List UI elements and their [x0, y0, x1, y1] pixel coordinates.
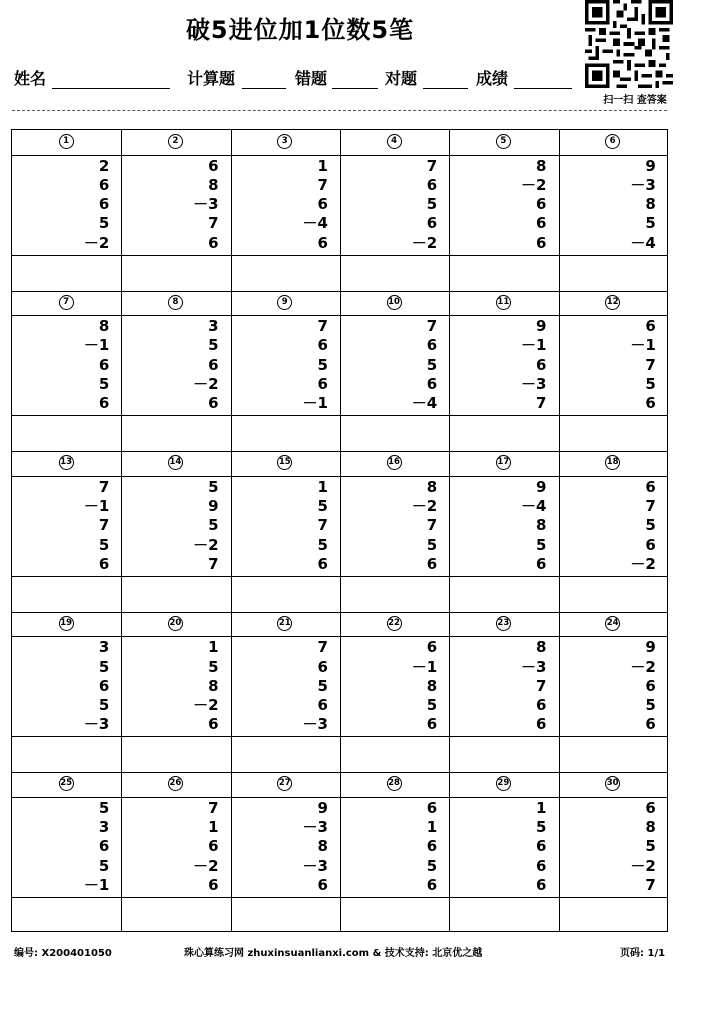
problem-number-row: 6: [317, 195, 328, 214]
problem-grid: [11, 129, 668, 932]
problem-numbers: [563, 478, 656, 574]
problem-number-row: 6: [426, 336, 438, 355]
problem-numbers: [16, 157, 109, 253]
grid-row-divider: [12, 797, 667, 798]
answer-cell[interactable]: [340, 415, 449, 451]
problem-number-row: 8: [536, 156, 547, 175]
problem-number-badge: 21: [277, 616, 292, 631]
problem-number-row: －2: [193, 856, 219, 875]
problem-number-row: 5: [645, 374, 656, 393]
problem-numbers: [344, 638, 437, 734]
problem-number-row: 5: [98, 798, 110, 817]
problem-numbers: [235, 157, 328, 253]
problem-number-row: 5: [98, 657, 110, 676]
problem-number-row: 5: [536, 818, 547, 837]
problem-number-row: －3: [521, 374, 547, 393]
problem-number-row: 6: [208, 876, 219, 895]
problem-number-row: －3: [83, 715, 110, 734]
problem-number-row: 5: [98, 374, 110, 393]
problem-number-badge: 20: [168, 616, 183, 631]
problem-number-row: 5: [98, 214, 110, 233]
problem-number-row: 7: [645, 355, 656, 374]
problem-number-row: －2: [411, 496, 438, 515]
problem-number-row: 9: [208, 496, 219, 515]
problem-number-row: 5: [426, 856, 438, 875]
problem-number-row: 8: [645, 818, 656, 837]
problem-numbers: [125, 157, 218, 253]
problem-number-row: 6: [208, 394, 219, 413]
problem-number-row: 5: [98, 856, 110, 875]
problem-number-row: 6: [317, 876, 328, 895]
problem-number-row: 6: [98, 837, 110, 856]
problem-number-row: 7: [98, 516, 110, 535]
problem-number-row: 5: [208, 477, 219, 496]
grid-column-divider: [231, 130, 232, 931]
answer-cell[interactable]: [231, 897, 340, 933]
problem-number-badge: 16: [387, 455, 402, 470]
right-field[interactable]: [423, 88, 468, 89]
answer-cell[interactable]: [559, 255, 668, 291]
problem-number-row: 8: [208, 175, 219, 194]
problem-number-badge: 24: [605, 616, 620, 631]
problem-number-badge: 22: [387, 616, 402, 631]
worksheet-title: 破5进位加1位数5笔: [185, 16, 415, 44]
problem-number-row: 5: [317, 355, 328, 374]
problem-number-row: 6: [98, 355, 110, 374]
problem-number-row: 5: [98, 696, 110, 715]
answer-cell[interactable]: [449, 576, 558, 612]
problem-number-row: 6: [536, 233, 547, 252]
answer-cell[interactable]: [559, 576, 668, 612]
problem-number-row: 7: [98, 477, 110, 496]
problem-number-badge: 12: [605, 295, 620, 310]
problem-number-row: 9: [536, 317, 547, 336]
answer-cell[interactable]: [340, 897, 449, 933]
problem-number-row: 6: [317, 374, 328, 393]
student-info-row: [14, 62, 584, 92]
problem-number-row: 6: [536, 355, 547, 374]
problem-number-badge: 15: [277, 455, 292, 470]
problem-number-row: 8: [645, 195, 656, 214]
problem-number-row: 1: [208, 818, 219, 837]
problem-numbers: [125, 799, 218, 895]
problem-number-row: 8: [208, 676, 219, 695]
problem-number-row: 5: [426, 195, 438, 214]
problem-number-row: 9: [536, 477, 547, 496]
answer-cell[interactable]: [12, 736, 121, 772]
wrong-label: 错题: [295, 69, 328, 88]
problem-number-badge: 30: [605, 776, 620, 791]
problem-number-row: 7: [536, 394, 547, 413]
problem-number-row: －1: [302, 394, 328, 413]
problem-number-row: 8: [536, 516, 547, 535]
problem-number-row: 6: [317, 336, 328, 355]
problem-number-row: 6: [426, 638, 438, 657]
problem-number-badge: 9: [277, 295, 292, 310]
problem-number-badge: 27: [277, 776, 292, 791]
problem-numbers: [16, 317, 109, 413]
problem-number-badge: 14: [168, 455, 183, 470]
problem-number-row: 3: [98, 818, 110, 837]
problem-number-row: 5: [208, 336, 219, 355]
problem-number-row: 6: [536, 837, 547, 856]
problem-number-row: －2: [411, 233, 438, 252]
answer-cell[interactable]: [12, 255, 121, 291]
problem-numbers: [125, 638, 218, 734]
problem-number-row: 6: [536, 696, 547, 715]
problem-numbers: [563, 638, 656, 734]
problem-number-row: －4: [302, 214, 328, 233]
problem-number-row: 7: [208, 798, 219, 817]
problem-number-row: 6: [317, 696, 328, 715]
problem-number-row: 9: [645, 156, 656, 175]
footer-page: 页码: 1/1: [620, 948, 666, 959]
problem-number-row: 5: [98, 535, 110, 554]
problem-number-row: 7: [208, 214, 219, 233]
grid-column-divider: [449, 130, 450, 931]
wrong-field[interactable]: [332, 88, 378, 89]
total-field[interactable]: [242, 88, 286, 89]
answer-cell[interactable]: [121, 255, 230, 291]
problem-number-row: 6: [536, 554, 547, 573]
problem-number-row: －3: [630, 175, 656, 194]
problem-number-row: 1: [536, 798, 547, 817]
problem-number-row: 6: [98, 554, 110, 573]
problem-number-row: －1: [521, 336, 547, 355]
problem-number-row: －3: [302, 818, 328, 837]
problem-number-badge: 23: [496, 616, 511, 631]
score-field[interactable]: [514, 88, 572, 89]
problem-number-row: 6: [426, 837, 438, 856]
problem-number-row: 5: [426, 535, 438, 554]
problem-number-row: 3: [208, 317, 219, 336]
answer-cell[interactable]: [449, 736, 558, 772]
problem-number-badge: 29: [496, 776, 511, 791]
problem-number-badge: 6: [605, 134, 620, 149]
answer-cell[interactable]: [340, 576, 449, 612]
problem-number-row: 6: [208, 837, 219, 856]
answer-cell[interactable]: [121, 415, 230, 451]
problem-numbers: [563, 157, 656, 253]
problem-number-badge: 11: [496, 295, 511, 310]
problem-number-badge: 18: [605, 455, 620, 470]
problem-number-row: －2: [630, 554, 656, 573]
qr-code-icon[interactable]: [583, 0, 675, 88]
problem-number-row: 8: [426, 477, 438, 496]
problem-numbers: [235, 317, 328, 413]
grid-column-divider: [340, 130, 341, 931]
problem-number-row: 1: [426, 818, 438, 837]
grid-row-divider: [12, 636, 667, 637]
problem-number-row: 5: [426, 355, 438, 374]
problem-number-row: 6: [208, 715, 219, 734]
problem-number-badge: 25: [59, 776, 74, 791]
problem-number-row: 6: [208, 233, 219, 252]
footer-site: 珠心算练习网 zhuxinsuanlianxi.com & 技术支持: 北京优之越: [184, 948, 483, 959]
problem-number-row: 7: [317, 317, 328, 336]
problem-number-row: －3: [302, 856, 328, 875]
grid-row-divider: [12, 772, 667, 773]
problem-numbers: [344, 157, 437, 253]
problem-number-row: 5: [645, 837, 656, 856]
problem-number-badge: 5: [496, 134, 511, 149]
grid-column-divider: [559, 130, 560, 931]
problem-number-row: 2: [98, 156, 110, 175]
problem-number-row: －1: [83, 876, 110, 895]
problem-numbers: [344, 317, 437, 413]
problem-number-row: －2: [630, 657, 656, 676]
problem-number-row: 6: [645, 317, 656, 336]
problem-number-row: 6: [426, 798, 438, 817]
right-label: 对题: [385, 69, 418, 88]
problem-number-badge: 26: [168, 776, 183, 791]
problem-number-row: 6: [645, 798, 656, 817]
problem-number-row: 5: [317, 535, 328, 554]
problem-numbers: [563, 799, 656, 895]
problem-number-row: －3: [521, 657, 547, 676]
problem-number-row: 6: [645, 477, 656, 496]
answer-cell[interactable]: [12, 576, 121, 612]
problem-number-row: －2: [83, 233, 110, 252]
problem-number-row: 6: [98, 175, 110, 194]
problem-number-row: －2: [193, 535, 219, 554]
problem-number-row: 6: [98, 195, 110, 214]
problem-number-row: 3: [98, 638, 110, 657]
problem-number-row: 6: [208, 355, 219, 374]
grid-row-divider: [12, 155, 667, 156]
answer-cell[interactable]: [559, 415, 668, 451]
problem-numbers: [235, 478, 328, 574]
problem-number-row: 5: [536, 535, 547, 554]
problem-number-badge: 10: [387, 295, 402, 310]
problem-numbers: [16, 638, 109, 734]
problem-number-row: 6: [208, 156, 219, 175]
problem-number-row: 1: [317, 156, 328, 175]
problem-number-badge: 4: [387, 134, 402, 149]
problem-number-row: －2: [193, 374, 219, 393]
problem-number-row: 6: [426, 175, 438, 194]
problem-number-row: 6: [536, 856, 547, 875]
problem-number-badge: 19: [59, 616, 74, 631]
problem-number-row: 6: [426, 554, 438, 573]
problem-number-row: 6: [98, 676, 110, 695]
answer-cell[interactable]: [231, 576, 340, 612]
problem-numbers: [453, 478, 546, 574]
answer-cell[interactable]: [231, 415, 340, 451]
problem-number-row: 6: [426, 374, 438, 393]
answer-cell[interactable]: [121, 897, 230, 933]
problem-number-row: 7: [426, 516, 438, 535]
problem-number-row: 6: [536, 715, 547, 734]
problem-number-row: 6: [645, 715, 656, 734]
grid-row-divider: [12, 451, 667, 452]
problem-number-row: 7: [426, 317, 438, 336]
problem-number-row: 5: [645, 516, 656, 535]
problem-number-row: 7: [426, 156, 438, 175]
problem-number-row: 6: [536, 876, 547, 895]
grid-row-divider: [12, 315, 667, 316]
problem-number-badge: 7: [59, 295, 74, 310]
cut-line: [12, 110, 667, 111]
problem-number-row: 8: [536, 638, 547, 657]
qr-caption: 扫一扫 查答案: [603, 95, 667, 106]
problem-number-row: －1: [83, 336, 110, 355]
problem-number-row: 7: [317, 175, 328, 194]
problem-numbers: [125, 317, 218, 413]
problem-numbers: [125, 478, 218, 574]
problem-number-row: 6: [317, 554, 328, 573]
problem-number-row: 5: [645, 696, 656, 715]
answer-cell[interactable]: [121, 576, 230, 612]
problem-number-row: －4: [521, 496, 547, 515]
problem-number-row: 9: [317, 798, 328, 817]
problem-number-row: 5: [426, 696, 438, 715]
problem-number-row: 7: [645, 496, 656, 515]
problem-numbers: [344, 478, 437, 574]
problem-numbers: [453, 157, 546, 253]
problem-number-badge: 1: [59, 134, 74, 149]
problem-number-badge: 13: [59, 455, 74, 470]
problem-numbers: [16, 799, 109, 895]
problem-number-row: －4: [630, 233, 656, 252]
problem-numbers: [16, 478, 109, 574]
problem-number-row: －1: [411, 657, 438, 676]
problem-number-row: 6: [317, 233, 328, 252]
problem-numbers: [453, 638, 546, 734]
problem-number-row: 8: [426, 676, 438, 695]
problem-number-row: －3: [302, 715, 328, 734]
problem-number-row: 7: [536, 676, 547, 695]
grid-row-divider: [12, 291, 667, 292]
answer-cell[interactable]: [449, 897, 558, 933]
problem-number-row: 6: [536, 214, 547, 233]
problem-number-row: 5: [317, 676, 328, 695]
problem-number-badge: 17: [496, 455, 511, 470]
answer-cell[interactable]: [12, 415, 121, 451]
answer-cell[interactable]: [559, 897, 668, 933]
answer-cell[interactable]: [449, 415, 558, 451]
problem-number-row: －2: [521, 175, 547, 194]
name-label: 姓名: [14, 69, 47, 88]
problem-number-row: 6: [645, 676, 656, 695]
problem-number-row: 9: [645, 638, 656, 657]
problem-number-row: 7: [317, 638, 328, 657]
problem-number-badge: 8: [168, 295, 183, 310]
problem-number-row: 6: [536, 195, 547, 214]
problem-number-row: 7: [645, 876, 656, 895]
problem-number-row: 6: [426, 715, 438, 734]
problem-number-row: －1: [83, 496, 110, 515]
problem-number-row: 8: [98, 317, 110, 336]
problem-numbers: [453, 317, 546, 413]
problem-numbers: [453, 799, 546, 895]
name-field[interactable]: [52, 88, 170, 89]
problem-number-badge: 28: [387, 776, 402, 791]
problem-number-row: －2: [193, 696, 219, 715]
problem-number-row: 8: [317, 837, 328, 856]
answer-cell[interactable]: [121, 736, 230, 772]
problem-number-row: －1: [630, 336, 656, 355]
problem-number-row: 7: [317, 516, 328, 535]
problem-number-row: 6: [317, 657, 328, 676]
problem-number-row: 5: [317, 496, 328, 515]
answer-cell[interactable]: [340, 255, 449, 291]
problem-number-row: 6: [426, 214, 438, 233]
problem-number-badge: 2: [168, 134, 183, 149]
score-label: 成绩: [476, 69, 509, 88]
problem-number-row: 6: [98, 394, 110, 413]
problem-number-row: 5: [208, 657, 219, 676]
grid-row-divider: [12, 476, 667, 477]
problem-number-row: －3: [193, 195, 219, 214]
problem-number-row: －2: [630, 856, 656, 875]
problem-numbers: [563, 317, 656, 413]
total-label: 计算题: [187, 69, 236, 88]
problem-number-row: 6: [645, 535, 656, 554]
problem-number-row: 5: [645, 214, 656, 233]
problem-number-row: 1: [208, 638, 219, 657]
answer-cell[interactable]: [12, 897, 121, 933]
problem-numbers: [235, 638, 328, 734]
problem-numbers: [235, 799, 328, 895]
problem-number-row: －4: [411, 394, 438, 413]
problem-number-row: 6: [426, 876, 438, 895]
problem-number-row: 6: [645, 394, 656, 413]
footer-code: 编号: X200401050: [14, 948, 112, 959]
problem-number-row: 1: [317, 477, 328, 496]
answer-cell[interactable]: [340, 736, 449, 772]
problem-number-row: 5: [208, 516, 219, 535]
answer-cell[interactable]: [231, 736, 340, 772]
answer-cell[interactable]: [231, 255, 340, 291]
problem-number-badge: 3: [277, 134, 292, 149]
answer-cell[interactable]: [449, 255, 558, 291]
problem-numbers: [344, 799, 437, 895]
answer-cell[interactable]: [559, 736, 668, 772]
grid-column-divider: [121, 130, 122, 931]
problem-number-row: 7: [208, 554, 219, 573]
grid-row-divider: [12, 612, 667, 613]
